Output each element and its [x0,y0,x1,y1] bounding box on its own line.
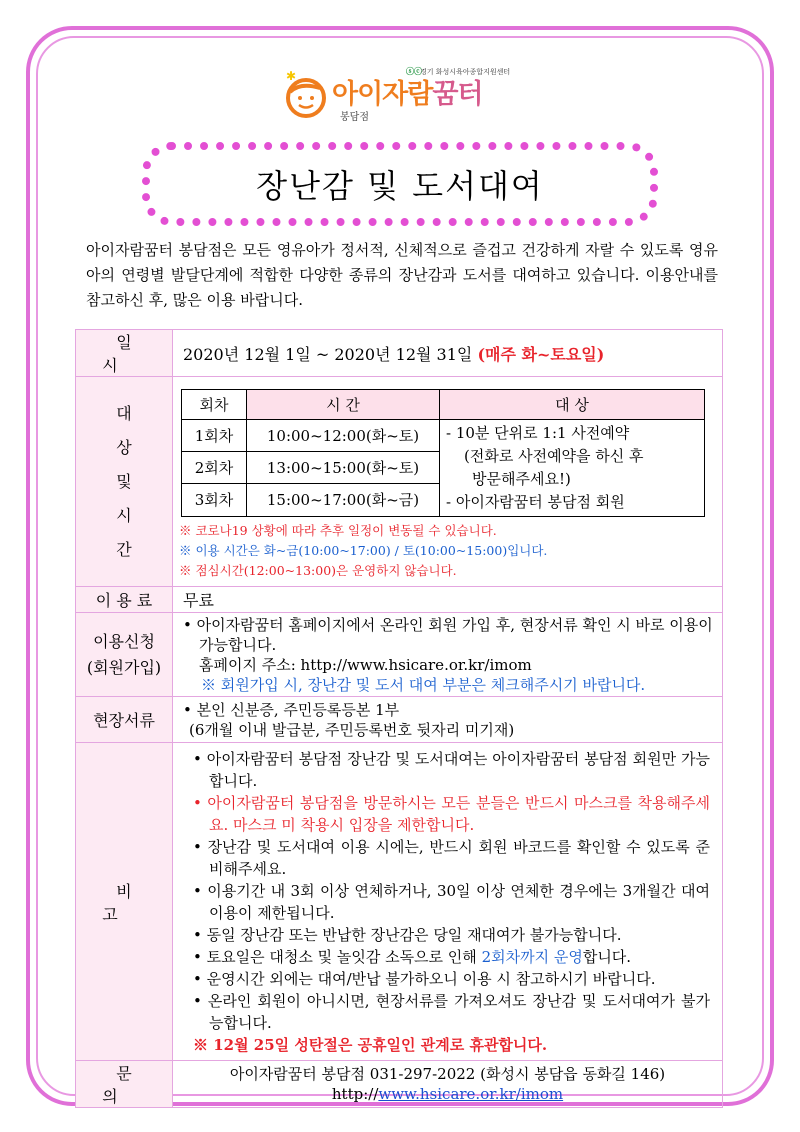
remark-item: • 온라인 회원이 아니시면, 현장서류를 가져오셔도 장난감 및 도서대여가 불가능합니다. [193,991,710,1032]
logo-branch: 봉담점 [340,112,369,123]
remark-item: • 아이자람꿈터 봉담점 장난감 및 도서대여는 아이자람꿈터 봉담점 회원만 가능합니다. [193,749,710,790]
intro-text: 아이자람꿈터 봉담점은 모든 영유아가 정서적, 신체적으로 즐겁고 건강하게 자랄 수 있도록 영유아의 연령별 발달단계에 적합한 다양한 종류의 장난감과 도서를 대여하고 있습니다. 이용안내를 참고하신 후, 많은 이용 바랍니다. [86,241,718,309]
apply-content [173,613,723,697]
docs-line: (6개월 이내 발급분, 주민등록번호 뒷자리 미기재) [189,720,515,739]
remark-item: • 동일 장난감 또는 반납한 장난감은 당일 재대여가 불가능합니다. [193,925,622,944]
header-contact: 문 의 [76,1061,173,1108]
date-highlight: (매주 화~토요일) [477,344,605,364]
session-time: 13:00~15:00(화~토) [247,451,440,483]
session-time: 15:00~17:00(화~금) [247,484,440,516]
col-target: 대 상 [440,389,705,419]
row-fee [76,587,723,613]
title-box [142,142,658,226]
session-round: 1회차 [182,419,247,451]
session-round: 2회차 [182,451,247,483]
child-face-icon [280,70,330,120]
contact-line: 아이자람꿈터 봉담점 031-297-2022 (화성시 봉담읍 동화길 146) [229,1065,666,1083]
fee-value: 무료 [173,587,723,613]
remarks-content [173,743,723,1061]
homepage-address: 홈페이지 주소: http://www.hsicare.or.kr/imom [199,655,532,674]
logo-title: 아이자람꿈터 [332,79,483,110]
apply-note: ※ 회원가입 시, 장난감 및 도서 대여 부분은 체크해주시기 바랍니다. [201,675,646,694]
docs-line: • 본인 신분증, 주민등록등본 1부 [183,700,400,719]
page-title: 장난감 및 도서대여 [256,167,544,205]
row-schedule [76,377,723,587]
header-apply: 이용신청 (회원가입) [76,613,173,697]
row-contact [76,1061,723,1108]
docs-content [173,697,723,743]
org-mark-icon: ⓢⓒ [406,67,422,76]
remark-holiday: ※ 12월 25일 성탄절은 공휴일인 관계로 휴관합니다. [193,1035,548,1054]
schedule-notes [177,521,722,581]
header-docs: 현장서류 [76,697,173,743]
session-round: 3회차 [182,484,247,516]
logo [280,62,520,124]
col-round: 회차 [182,389,247,419]
svg-text:✱: ✱ [286,70,297,83]
session-time: 10:00~12:00(화~토) [247,419,440,451]
row-apply [76,613,723,697]
contact-url: http://www.hsicare.or.kr/imom [331,1085,564,1103]
note-lunch: ※ 점심시간(12:00~13:00)은 운영하지 않습니다. [179,562,457,578]
col-time: 시 간 [247,389,440,419]
schedule-content [173,377,723,587]
remark-item-saturday: • 토요일은 대청소 및 놀잇감 소독으로 인해 2회차까지 운영합니다. [193,947,632,966]
row-remarks [76,743,723,1061]
remark-item-mask: • 아이자람꿈터 봉담점을 방문하시는 모든 분들은 반드시 마스크를 착용해주세요. 마스크 미 착용시 입장을 제한합니다. [193,793,710,834]
date-value: 2020년 12월 1일 ~ 2020년 12월 31일 (매주 화~토요일) [173,330,723,377]
apply-line: • 아이자람꿈터 홈페이지에서 온라인 회원 가입 후, 현장서류 확인 시 바로 이용이 가능합니다. [183,615,713,654]
row-date [76,330,723,377]
remark-item: • 장난감 및 도서대여 이용 시에는, 반드시 회원 바코드를 확인할 수 있도록 준비해주세요. [193,837,710,878]
remark-item: • 이용기간 내 3회 이상 연체하거나, 30일 이상 연체한 경우에는 3개월간 대여이용이 제한됩니다. [193,881,710,922]
header-remarks: 비 고 [76,743,173,1061]
note-covid: ※ 코로나19 상황에 따라 추후 일정이 변동될 수 있습니다. [179,522,497,538]
logo-org: ⓢⓒ경기 화성시육아종합지원센터 [406,67,511,76]
contact-content [173,1061,723,1108]
row-docs [76,697,723,743]
header-fee: 이 용 료 [76,587,173,613]
homepage-link[interactable]: www.hsicare.or.kr/imom [378,1085,564,1103]
remark-item: • 운영시간 외에는 대여/반납 불가하오니 이용 시 참고하시기 바랍니다. [193,969,656,988]
schedule-table [181,389,705,517]
info-table [75,329,723,1108]
target-text: - 10분 단위로 1:1 사전예약 (전화로 사전예약을 하신 후 방문해주세요!) - 아이자람꿈터 봉담점 회원 [440,419,705,516]
note-hours: ※ 이용 시간은 화~금(10:00~17:00) / 토(10:00~15:00)입니다. [179,542,548,558]
header-schedule: 대 상 및 시 간 [76,377,173,587]
header-date: 일 시 [76,330,173,377]
